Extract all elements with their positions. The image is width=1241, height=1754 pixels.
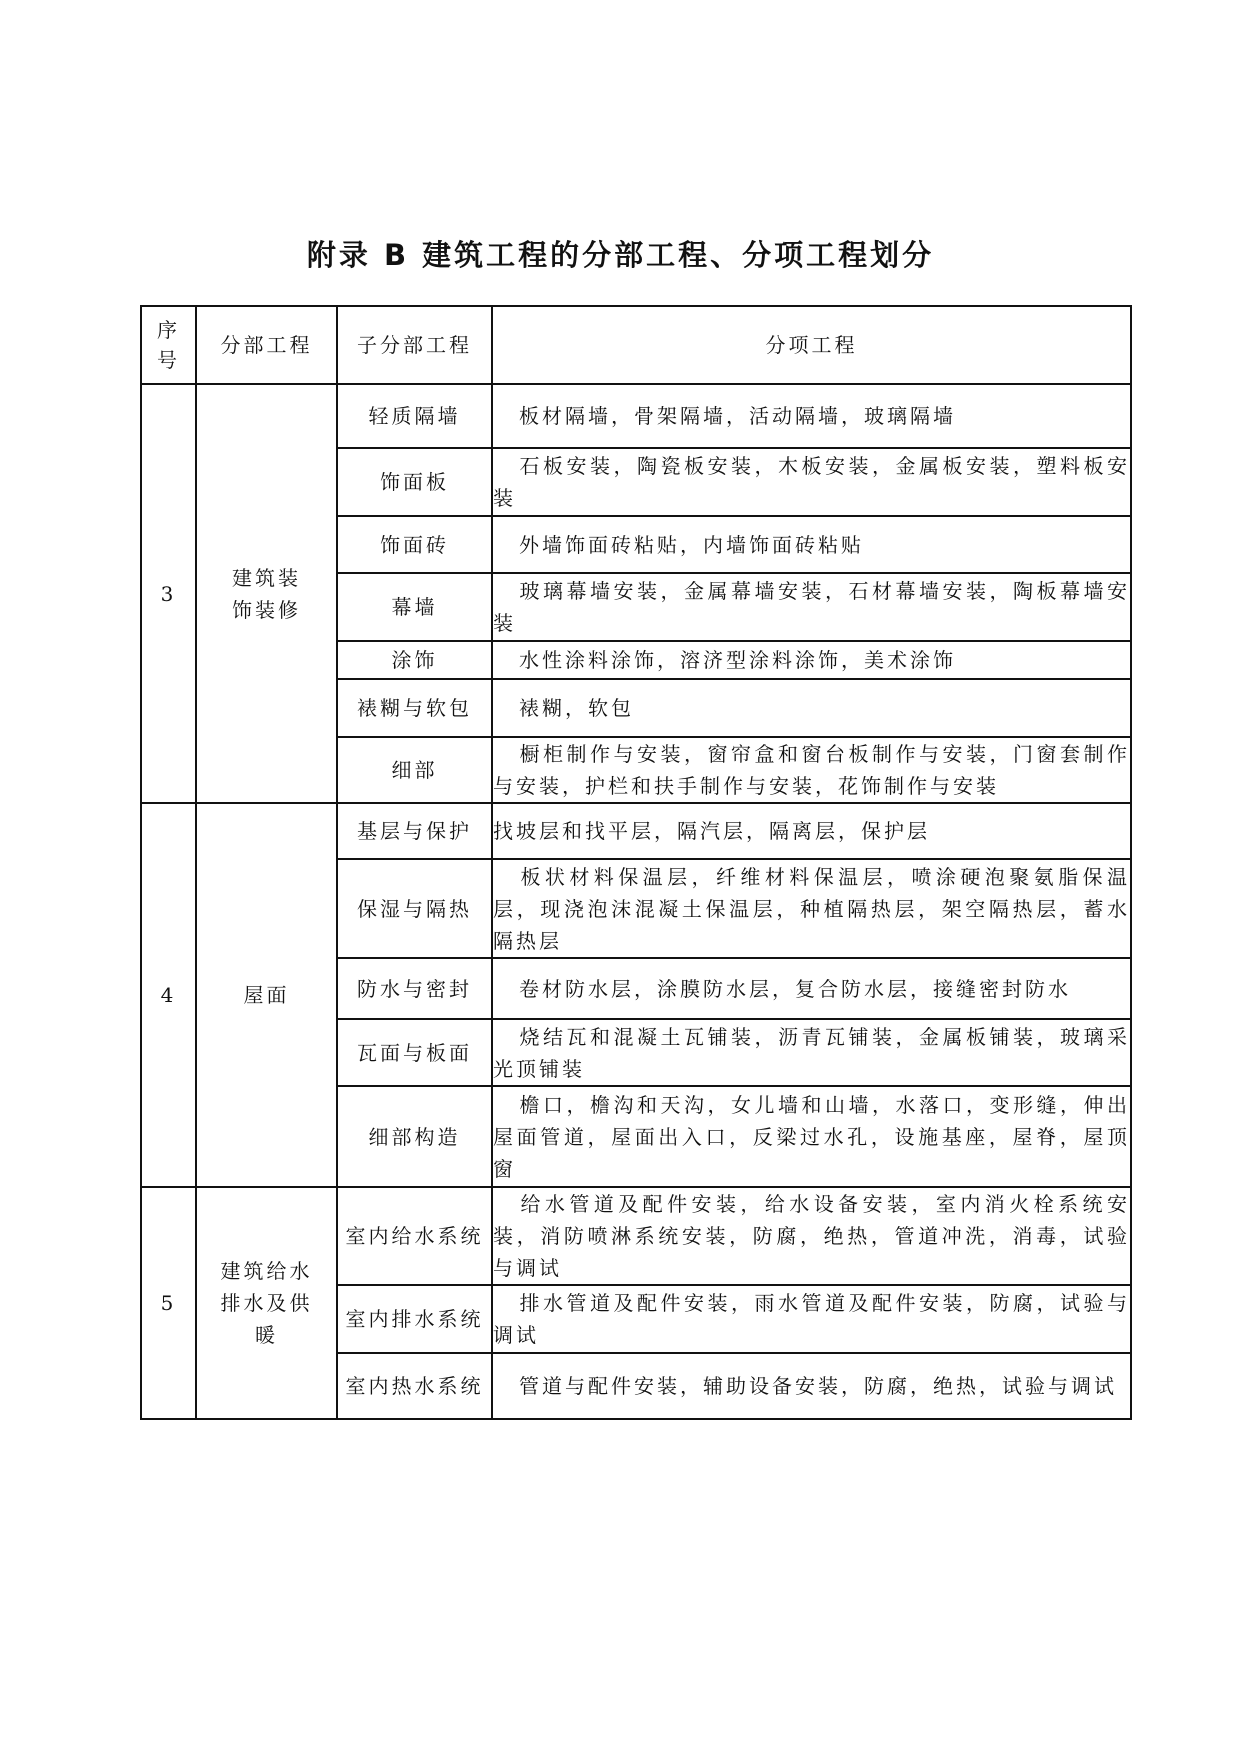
subdivision-cell: 保湿与隔热 (337, 859, 492, 958)
page-title: 附录 B 建筑工程的分部工程、分项工程划分 (306, 238, 935, 272)
header-division: 分部工程 (196, 306, 337, 384)
subdivision-cell: 裱糊与软包 (337, 679, 492, 737)
subdivision-cell: 室内排水系统 (337, 1285, 492, 1353)
seq-cell: 5 (141, 1187, 196, 1419)
subdivision-cell: 基层与保护 (337, 803, 492, 859)
table-header-row (141, 306, 1131, 384)
items-cell: 玻璃幕墙安装，金属幕墙安装，石材幕墙安装，陶板幕墙安装 (492, 573, 1131, 641)
subdivision-cell: 饰面板 (337, 448, 492, 516)
items-cell: 石板安装，陶瓷板安装，木板安装，金属板安装，塑料板安装 (492, 448, 1131, 516)
subdivision-cell: 室内热水系统 (337, 1353, 492, 1419)
subdivision-cell: 幕墙 (337, 573, 492, 641)
subdivision-cell: 防水与密封 (337, 958, 492, 1019)
items-cell: 水性涂料涂饰，溶济型涂料涂饰，美术涂饰 (492, 641, 1131, 679)
items-cell: 板材隔墙，骨架隔墙，活动隔墙，玻璃隔墙 (492, 384, 1131, 448)
table-row (141, 1187, 1131, 1285)
table-row (141, 384, 1131, 448)
items-cell: 排水管道及配件安装，雨水管道及配件安装，防腐，试验与调试 (492, 1285, 1131, 1353)
subdivision-cell: 轻质隔墙 (337, 384, 492, 448)
items-cell: 裱糊，软包 (492, 679, 1131, 737)
subdivision-cell: 涂饰 (337, 641, 492, 679)
subdivision-cell: 细部构造 (337, 1086, 492, 1187)
header-items: 分项工程 (492, 306, 1131, 384)
items-cell: 找坡层和找平层，隔汽层，隔离层，保护层 (492, 803, 1131, 859)
subdivision-cell: 饰面砖 (337, 516, 492, 573)
items-cell: 卷材防水层，涂膜防水层，复合防水层，接缝密封防水 (492, 958, 1131, 1019)
items-cell: 檐口，檐沟和天沟，女儿墙和山墙，水落口，变形缝，伸出屋面管道，屋面出入口，反梁过水孔，设施基座，屋脊，屋顶窗 (492, 1086, 1131, 1187)
items-cell: 管道与配件安装，辅助设备安装，防腐，绝热，试验与调试 (492, 1353, 1131, 1419)
subdivision-cell: 瓦面与板面 (337, 1019, 492, 1086)
division-cell: 建筑装饰装修 (196, 384, 337, 803)
division-cell: 建筑给水排水及供暖 (196, 1187, 337, 1419)
items-cell: 板状材料保温层，纤维材料保温层，喷涂硬泡聚氨脂保温层，现浇泡沫混凝土保温层，种植隔热层，架空隔热层，蓄水隔热层 (492, 859, 1131, 958)
header-seq: 序号 (141, 306, 196, 384)
subdivision-cell: 细部 (337, 737, 492, 803)
division-cell: 屋面 (196, 803, 337, 1187)
subdivision-cell: 室内给水系统 (337, 1187, 492, 1285)
items-cell: 烧结瓦和混凝土瓦铺装，沥青瓦铺装，金属板铺装，玻璃采光顶铺装 (492, 1019, 1131, 1086)
items-cell: 外墙饰面砖粘贴，内墙饰面砖粘贴 (492, 516, 1131, 573)
seq-cell: 4 (141, 803, 196, 1187)
items-cell: 橱柜制作与安装，窗帘盒和窗台板制作与安装，门窗套制作与安装，护栏和扶手制作与安装，花饰制作与安装 (492, 737, 1131, 803)
seq-cell: 3 (141, 384, 196, 803)
items-cell: 给水管道及配件安装，给水设备安装，室内消火栓系统安装，消防喷淋系统安装，防腐，绝热，管道冲洗，消毒，试验与调试 (492, 1187, 1131, 1285)
header-subdivision: 子分部工程 (337, 306, 492, 384)
table-row (141, 803, 1131, 859)
division-table (140, 305, 1132, 1420)
